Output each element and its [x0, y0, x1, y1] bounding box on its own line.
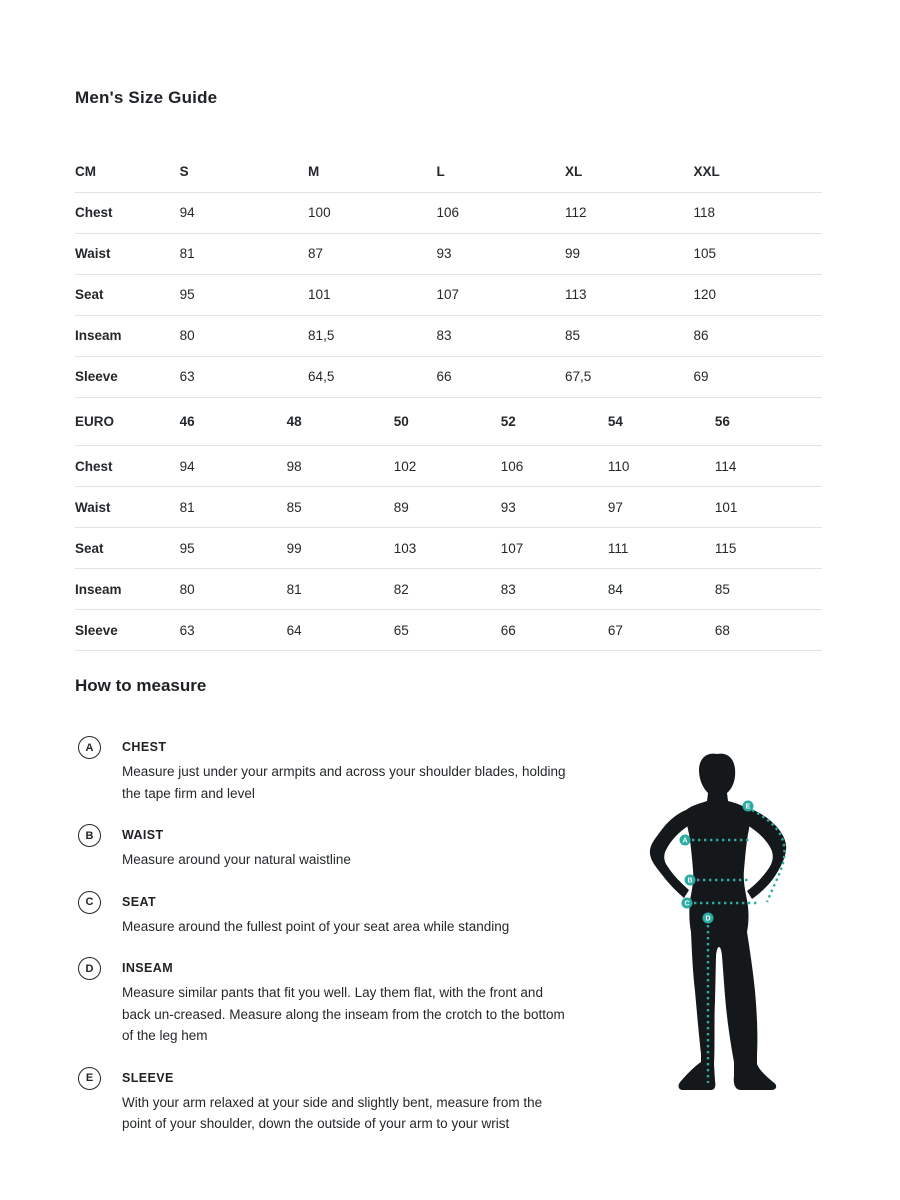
size-value-cell: 114 [715, 446, 822, 487]
size-value-cell: 66 [437, 356, 565, 397]
size-value-cell: 80 [180, 569, 287, 610]
size-value-cell: 67 [608, 610, 715, 651]
size-value-cell: 100 [308, 192, 436, 233]
row-label: Chest [75, 192, 180, 233]
row-label: Seat [75, 274, 180, 315]
euro-table-header-row [75, 398, 822, 446]
column-header: XL [565, 152, 693, 192]
row-label: Chest [75, 446, 180, 487]
waist-letter-badge: B [78, 824, 101, 847]
table-row [75, 446, 822, 487]
size-value-cell: 115 [715, 528, 822, 569]
how-to-measure-title: How to measure [75, 676, 207, 695]
size-value-cell: 81,5 [308, 315, 436, 356]
size-value-cell: 102 [394, 446, 501, 487]
table-row [75, 192, 822, 233]
size-value-cell: 93 [437, 233, 565, 274]
size-value-cell: 85 [565, 315, 693, 356]
size-value-cell: 101 [308, 274, 436, 315]
size-value-cell: 113 [565, 274, 693, 315]
size-value-cell: 99 [287, 528, 394, 569]
size-value-cell: 87 [308, 233, 436, 274]
measure-item-body [122, 824, 351, 871]
size-value-cell: 68 [715, 610, 822, 651]
size-value-cell: 93 [501, 487, 608, 528]
measure-item-body [122, 1067, 574, 1135]
column-header: 56 [715, 398, 822, 446]
size-value-cell: 83 [501, 569, 608, 610]
inseam-marker-letter: D [705, 915, 711, 923]
size-value-cell: 83 [437, 315, 565, 356]
row-label: Sleeve [75, 356, 180, 397]
measure-item [78, 1067, 595, 1135]
size-value-cell: 105 [693, 233, 822, 274]
column-header: 46 [180, 398, 287, 446]
inseam-letter-badge: D [78, 957, 101, 980]
size-value-cell: 89 [394, 487, 501, 528]
size-value-cell: 98 [287, 446, 394, 487]
page-title: Men's Size Guide [75, 88, 218, 107]
row-label: Inseam [75, 315, 180, 356]
table-row [75, 487, 822, 528]
size-value-cell: 64 [287, 610, 394, 651]
silhouette-right-arm [747, 808, 786, 899]
measure-item-description: Measure around the fullest point of your seat area while standing [122, 918, 510, 934]
measure-item [78, 891, 595, 938]
size-value-cell: 111 [608, 528, 715, 569]
measure-item-description: Measure similar pants that fit you well. Lay them flat, with the front and back un-creased. Measure along the inseam from the crotch to the bottom of the leg hem [122, 985, 565, 1043]
column-header: XXL [693, 152, 822, 192]
sleeve-letter-badge: E [78, 1067, 101, 1090]
euro-size-table [75, 398, 822, 652]
size-value-cell: 69 [693, 356, 822, 397]
size-value-cell: 94 [180, 192, 308, 233]
chest-letter-badge: A [78, 736, 101, 759]
size-value-cell: 107 [437, 274, 565, 315]
size-value-cell: 85 [715, 569, 822, 610]
sleeve-marker-letter: E [745, 803, 751, 811]
measure-list [75, 736, 595, 1135]
column-header: 50 [394, 398, 501, 446]
column-header: CM [75, 152, 180, 192]
size-value-cell: 64,5 [308, 356, 436, 397]
row-label: Sleeve [75, 610, 180, 651]
measure-item-body [122, 957, 574, 1047]
measure-item [78, 736, 595, 804]
measure-item-description: Measure around your natural waistline [122, 852, 351, 867]
measure-item-title: WAIST [122, 828, 164, 842]
chest-marker-letter: A [682, 837, 688, 845]
size-value-cell: 112 [565, 192, 693, 233]
silhouette-left-arm [650, 810, 689, 898]
size-value-cell: 67,5 [565, 356, 693, 397]
size-value-cell: 95 [180, 274, 308, 315]
column-header: EURO [75, 398, 180, 446]
measure-item-title: SLEEVE [122, 1070, 174, 1085]
cm-size-table [75, 152, 822, 398]
euro-table-body [75, 446, 822, 651]
column-header: 48 [287, 398, 394, 446]
male-silhouette-svg [645, 746, 815, 1106]
column-header: M [308, 152, 436, 192]
measure-item-title: INSEAM [122, 961, 174, 975]
cm-table-body [75, 192, 822, 397]
row-label: Inseam [75, 569, 180, 610]
row-label: Seat [75, 528, 180, 569]
size-value-cell: 107 [501, 528, 608, 569]
size-value-cell: 81 [287, 569, 394, 610]
male-silhouette [650, 754, 786, 1090]
size-value-cell: 94 [180, 446, 287, 487]
silhouette-body [679, 754, 777, 1090]
size-value-cell: 95 [180, 528, 287, 569]
size-value-cell: 81 [180, 233, 308, 274]
measure-item-body [122, 891, 509, 938]
size-value-cell: 66 [501, 610, 608, 651]
table-row [75, 356, 822, 397]
seat-letter-badge: C [78, 891, 101, 914]
size-value-cell: 86 [693, 315, 822, 356]
table-row [75, 274, 822, 315]
table-row [75, 315, 822, 356]
seat-marker-letter: C [684, 900, 690, 908]
column-header: 52 [501, 398, 608, 446]
row-label: Waist [75, 233, 180, 274]
measure-item [78, 824, 595, 871]
measure-item-title: CHEST [122, 740, 167, 754]
row-label: Waist [75, 487, 180, 528]
table-row [75, 233, 822, 274]
size-value-cell: 97 [608, 487, 715, 528]
cm-table-header-row [75, 152, 822, 192]
measure-item-description: With your arm relaxed at your side and slightly bent, measure from the point of your shoulder, down the outside of your arm to your wrist [122, 1094, 543, 1131]
size-value-cell: 82 [394, 569, 501, 610]
column-header: S [180, 152, 308, 192]
size-value-cell: 81 [180, 487, 287, 528]
waist-marker-letter: B [687, 877, 693, 885]
size-value-cell: 99 [565, 233, 693, 274]
column-header: 54 [608, 398, 715, 446]
size-value-cell: 63 [180, 356, 308, 397]
measure-item-description: Measure just under your armpits and across your shoulder blades, holding the tape firm and level [122, 764, 566, 801]
size-value-cell: 120 [693, 274, 822, 315]
column-header: L [437, 152, 565, 192]
size-value-cell: 84 [608, 569, 715, 610]
size-value-cell: 106 [437, 192, 565, 233]
size-value-cell: 106 [501, 446, 608, 487]
table-row [75, 528, 822, 569]
size-value-cell: 103 [394, 528, 501, 569]
table-row [75, 569, 822, 610]
measure-item-title: SEAT [122, 894, 157, 909]
measurement-figure [645, 746, 815, 1106]
size-value-cell: 65 [394, 610, 501, 651]
measure-item [78, 957, 595, 1047]
size-value-cell: 118 [693, 192, 822, 233]
size-value-cell: 101 [715, 487, 822, 528]
size-value-cell: 110 [608, 446, 715, 487]
size-value-cell: 85 [287, 487, 394, 528]
measure-item-body [122, 736, 574, 804]
size-value-cell: 80 [180, 315, 308, 356]
size-value-cell: 63 [180, 610, 287, 651]
table-row [75, 610, 822, 651]
